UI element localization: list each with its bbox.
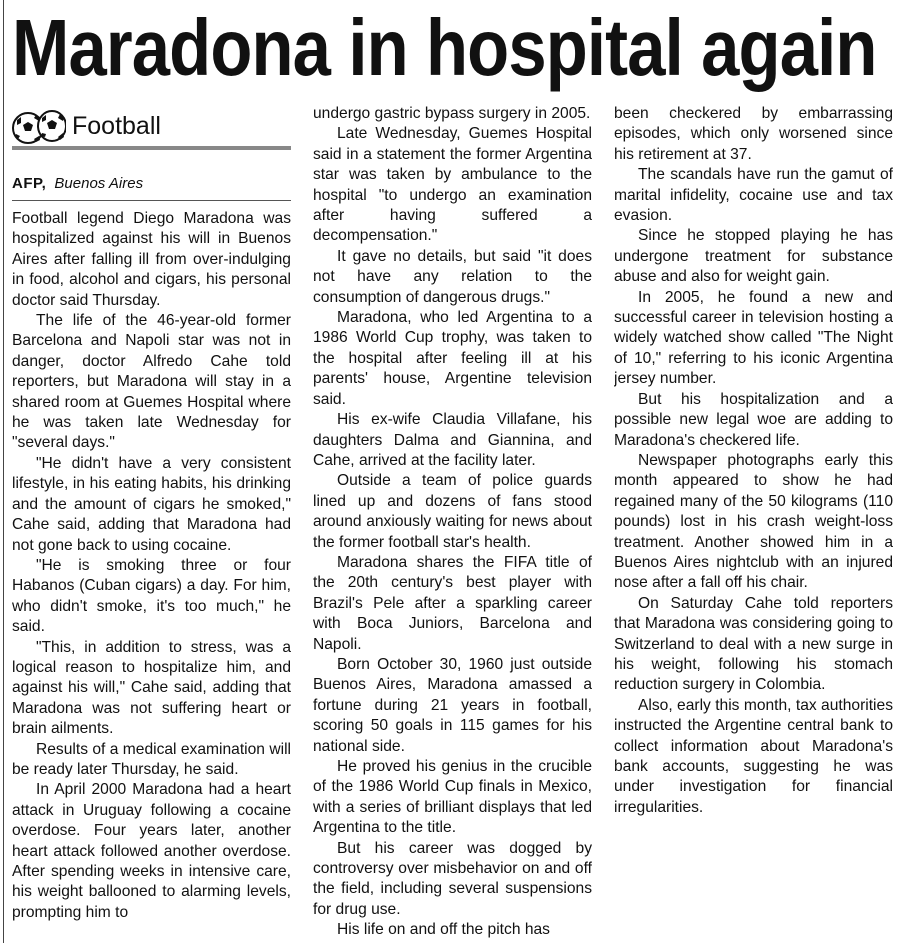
paragraph: His ex-wife Claudia Villafane, his daughters Dalma and Giannina, and Cahe, arrived at the facility later. (313, 411, 592, 469)
byline-location: Buenos Aires (54, 175, 144, 192)
paragraph: The life of the 46-year-old former Barcelona and Napoli star was not in danger, doctor Alfredo Cahe told reporters, but Maradona will stay in a shared room at Guemes Hospital where he was taken late Wednesday for "several days." (12, 312, 291, 452)
paragraph: "He is smoking three or four Habanos (Cuban cigars) a day. For him, who didn't smoke, it's too much," he said. (12, 556, 291, 636)
paragraph: Newspaper photographs early this month appeared to show he had regained many of the 50 kilograms (110 pounds) lost in his crash weight-loss treatment. Another showed him in a Buenos Aires nightclub with an injured nose after a fall off his chair. (614, 451, 893, 592)
paragraph: In April 2000 Maradona had a heart attack in Uruguay following a cocaine overdose. Four years later, another heart attack followed another overdose. After spending weeks in intensive care, his weight ballooned to alarming levels, prompting him to (12, 781, 291, 921)
byline (12, 174, 291, 201)
article-column-3 (614, 104, 893, 940)
paragraph: But his career was dogged by controversy over misbehavior on and off the field, including several suspensions for drug use. (313, 839, 592, 918)
column-1-body (12, 209, 291, 923)
paragraph: But his hospitalization and a possible new legal woe are adding to Maradona's checkered life. (614, 390, 893, 449)
paragraph: Late Wednesday, Guemes Hospital said in a statement the former Argentina star was taken by ambulance to the hospital "to undergo an examination after having suffered a decompensation." (313, 125, 592, 245)
soccer-ball-icon (12, 106, 66, 146)
paragraph: On Saturday Cahe told reporters that Maradona was considering going to Switzerland to deal with a new surge in his weight, following his stomach reduction surgery in Colombia. (614, 594, 893, 694)
paragraph: Since he stopped playing he has undergone treatment for substance abuse and also for weight gain. (614, 227, 893, 286)
section-label: Football (72, 112, 161, 140)
paragraph: Maradona, who led Argentina to a 1986 World Cup trophy, was taken to the hospital after feeling ill at his parents' house, Argentine television said. (313, 309, 592, 408)
paragraph: been checkered by embarrassing episodes, which only worsened since his retirement at 37. (614, 105, 893, 163)
byline-agency: AFP, (12, 175, 47, 192)
paragraph: In 2005, he found a new and successful career in television hosting a widely watched show called "The Night of 10," referring to his iconic Argentina jersey number. (614, 288, 893, 388)
paragraph: Results of a medical examination will be ready later Thursday, he said. (12, 740, 291, 778)
section-header (12, 106, 291, 150)
paragraph: Also, early this month, tax authorities instructed the Argentine central bank to collect information about Maradona's bank accounts, suggesting he was under investigation for financial irregularities. (614, 696, 893, 816)
paragraph: He proved his genius in the crucible of the 1986 World Cup finals in Mexico, with a series of brilliant displays that led Argentina to the title. (313, 758, 592, 837)
paragraph: undergo gastric bypass surgery in 2005. (313, 105, 591, 122)
paragraph: Maradona shares the FIFA title of the 20th century's best player with Brazil's Pele after a sparkling career with Boca Juniors, Barcelona and Napoli. (313, 553, 592, 653)
paragraph: "This, in addition to stress, was a logical reason to hospitalize him, and against his will," Cahe said, adding that Maradona was not suffering heart or brain ailments. (12, 638, 291, 738)
headline: Maradona in hospital again (12, 3, 877, 92)
article-column-1 (12, 104, 291, 940)
paragraph: It gave no details, but said "it does not have any relation to the consumption of dangerous drugs." (313, 247, 592, 306)
paragraph: Outside a team of police guards lined up and dozens of fans stood around anxiously waiting for news about the former football star's health. (313, 472, 592, 551)
paragraph: "He didn't have a very consistent lifestyle, in his eating habits, his drinking and the amount of cigars he smoked," Cahe said, adding that Maradona had not gone back to using cocaine. (12, 454, 291, 554)
left-column-rule (3, 0, 4, 943)
paragraph: Football legend Diego Maradona was hospitalized against his will in Buenos Aires after falling ill from over-indulging in food, alcohol and cigars, his personal doctor said Thursday. (12, 210, 291, 309)
paragraph: Born October 30, 1960 just outside Buenos Aires, Maradona amassed a fortune during 21 years in football, scoring 50 goals in 115 games for his national side. (313, 655, 592, 755)
paragraph: The scandals have run the gamut of marital infidelity, cocaine use and tax evasion. (614, 166, 893, 225)
article-column-2 (313, 104, 592, 940)
paragraph: His life on and off the pitch has (337, 921, 550, 939)
